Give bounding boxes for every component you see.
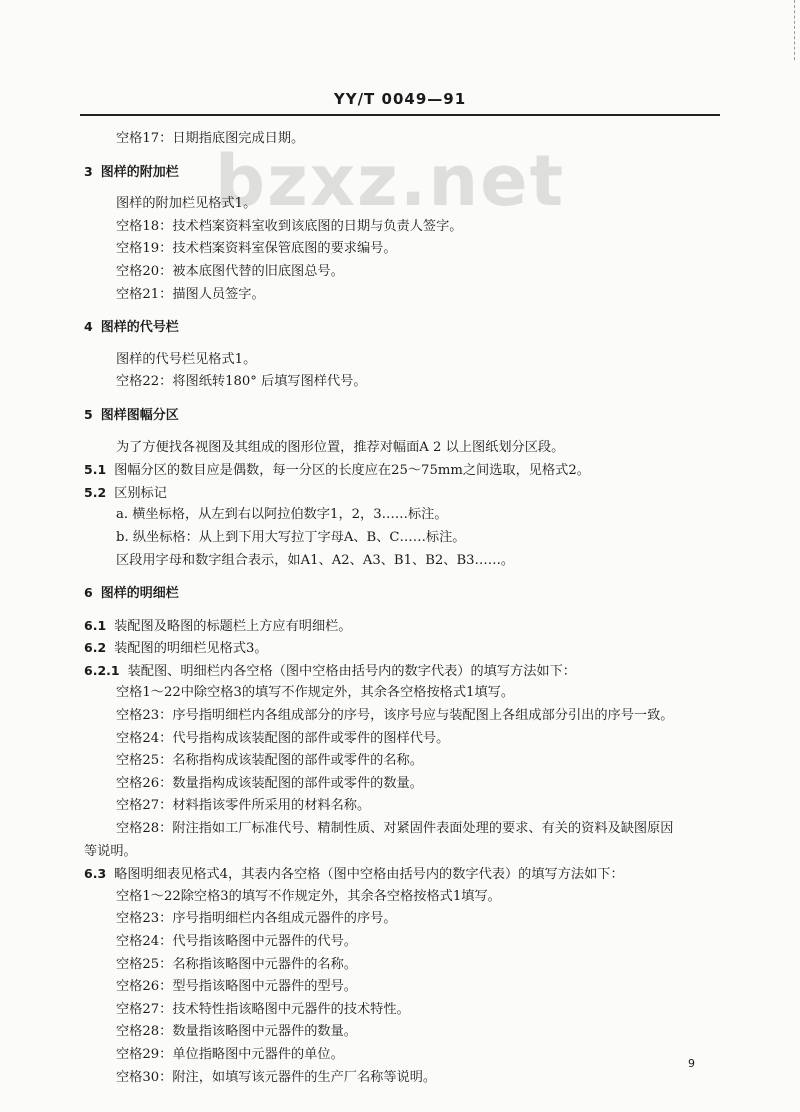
line-text: 等说明。 (84, 843, 137, 859)
line-text: 空格1～22除空格3的填写不作规定外，其余各空格按格式1填写。 (116, 888, 501, 904)
text-line (84, 705, 724, 728)
text-line (84, 216, 724, 239)
text-line (84, 261, 724, 284)
section-heading (84, 316, 724, 339)
section-spacer (84, 572, 724, 582)
line-text: 空格24：代号指构成该装配图的部件或零件的图样代号。 (116, 730, 450, 746)
line-text: 空格26：数量指构成该装配图的部件或零件的数量。 (116, 775, 423, 791)
line-text: 空格28：数量指该略图中元器件的数量。 (116, 1024, 357, 1040)
line-text: 略图明细表见格式4，其表内各空格（图中空格由括号内的数字代表）的填写方法如下： (114, 867, 624, 883)
text-line (84, 773, 724, 796)
line-text: 空格21：描图人员签字。 (116, 286, 265, 302)
section-spacer (84, 183, 724, 193)
clause-line (84, 660, 724, 683)
line-text: 图样的代号栏 (100, 320, 179, 336)
text-line (84, 527, 724, 550)
line-text: 空格27：技术特性指该略图中元器件的技术特性。 (116, 1001, 410, 1017)
text-line (84, 976, 724, 999)
text-line (84, 750, 724, 773)
text-line (84, 284, 724, 307)
text-line (84, 1021, 724, 1044)
section-spacer (84, 394, 724, 404)
text-line (84, 795, 724, 818)
text-line (84, 682, 724, 705)
line-text: 空格27：材料指该零件所采用的材料名称。 (116, 798, 371, 814)
section-spacer (84, 151, 724, 161)
clause-number: 6.2 (84, 640, 107, 656)
line-text: 空格29：单位指略图中元器件的单位。 (116, 1046, 344, 1062)
clause-number: 4 (84, 319, 93, 335)
clause-number: 6.3 (84, 866, 107, 882)
line-text: 空格28：附注指如工厂标准代号、精制性质、对紧固件表面处理的要求、有关的资料及缺图原因 (116, 821, 674, 837)
line-text: 图幅分区的数目应是偶数，每一分区的长度应在25～75mm之间选取，见格式2。 (114, 463, 590, 479)
line-text: 空格23：序号指明细栏内各组成部分的序号，该序号应与装配图上各组成部分引出的序号一致。 (116, 708, 674, 724)
clause-line (84, 459, 724, 482)
clause-number: 5 (84, 406, 93, 422)
scan-edge-line (794, 0, 795, 60)
line-text: 空格26：型号指该略图中元器件的型号。 (116, 979, 357, 995)
clause-line (84, 615, 724, 638)
text-line (84, 238, 724, 261)
text-line (84, 818, 724, 841)
section-heading (84, 404, 724, 427)
line-text: 空格25：名称指该略图中元器件的名称。 (116, 956, 357, 972)
line-text: 为了方便找各视图及其组成的图形位置，推荐对幅面A 2 以上图纸划分区段。 (116, 439, 565, 455)
page-number: 9 (688, 1057, 695, 1070)
clause-line (84, 482, 724, 505)
line-text: 空格24：代号指该略图中元器件的代号。 (116, 934, 357, 949)
section-spacer (84, 605, 724, 615)
header-rule (80, 114, 720, 116)
line-text: 空格22：将图纸转180° 后填写图样代号。 (116, 374, 367, 390)
text-line (84, 349, 724, 372)
text-line (84, 193, 724, 216)
text-line (84, 908, 724, 931)
text-line (84, 999, 724, 1022)
line-text: 图样的代号栏见格式1。 (116, 351, 257, 367)
line-text: 装配图、明细栏内各空格（图中空格由括号内的数字代表）的填写方法如下： (127, 663, 576, 679)
text-line (84, 504, 724, 527)
line-text: 图样的附加栏 (100, 164, 179, 180)
text-line (84, 437, 724, 460)
line-text: 图样的附加栏见格式1。 (116, 196, 257, 212)
text-line (84, 128, 724, 151)
text-line (84, 1044, 724, 1067)
text-line (84, 550, 724, 573)
text-line (84, 886, 724, 909)
section-spacer (84, 306, 724, 316)
line-text: 区段用字母和数字组合表示，如A1、A2、A3、B1、B2、B3……。 (116, 552, 515, 568)
watermark: bzxz.net (215, 140, 566, 222)
standard-code-header: YY/T 0049—91 (333, 90, 467, 108)
line-text: 空格23：序号指明细栏内各组成元器件的序号。 (116, 911, 397, 927)
section-heading (84, 161, 724, 184)
clause-line (84, 863, 724, 886)
section-spacer (84, 339, 724, 349)
line-text: 空格18：技术档案资料室收到该底图的日期与负责人签字。 (116, 218, 463, 234)
clause-number: 6 (84, 585, 93, 601)
line-text: 空格25：名称指构成该装配图的部件或零件的名称。 (116, 753, 423, 769)
text-line (84, 371, 724, 394)
line-text: 装配图及略图的标题栏上方应有明细栏。 (114, 618, 352, 634)
clause-line (84, 637, 724, 660)
line-text: 空格30：附注，如填写该元器件的生产厂名称等说明。 (116, 1069, 437, 1085)
line-text: 图样的明细栏 (100, 586, 179, 602)
text-line (84, 1067, 724, 1090)
line-text: b. 纵坐标格：从上到下用大写拉丁字母A、B、C……标注。 (116, 529, 466, 545)
document-body (84, 128, 724, 1089)
section-spacer (84, 427, 724, 437)
text-line (84, 841, 724, 864)
clause-number: 3 (84, 163, 93, 179)
clause-number: 6.2.1 (84, 662, 120, 678)
clause-number: 5.1 (84, 462, 107, 478)
line-text: 空格19：技术档案资料室保管底图的要求编号。 (116, 241, 397, 257)
clause-number: 6.1 (84, 617, 107, 633)
line-text: 区别标记 (114, 485, 167, 501)
text-line (84, 954, 724, 977)
line-text: 装配图的明细栏见格式3。 (114, 641, 268, 657)
line-text: 图样图幅分区 (100, 407, 179, 423)
line-text: 空格17：日期指底图完成日期。 (116, 131, 305, 146)
line-text: 空格20：被本底图代替的旧底图总号。 (116, 263, 344, 279)
section-heading (84, 582, 724, 605)
line-text: a. 横坐标格，从左到右以阿拉伯数字1，2，3……标注。 (116, 507, 448, 523)
text-line (84, 728, 724, 751)
line-text: 空格1～22中除空格3的填写不作规定外，其余各空格按格式1填写。 (116, 685, 515, 701)
clause-number: 5.2 (84, 484, 107, 500)
text-line (84, 931, 724, 954)
